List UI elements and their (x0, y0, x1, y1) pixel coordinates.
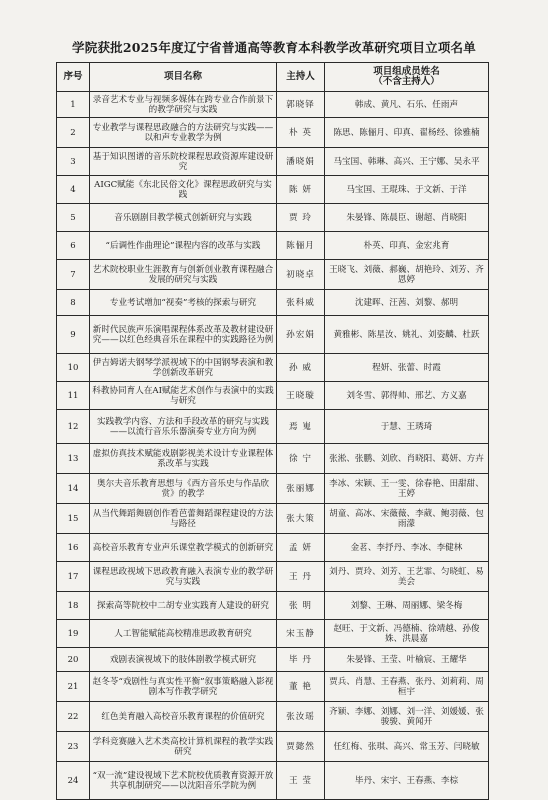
project-name: 基于知识图谱的音乐院校课程思政资源库建设研究 (90, 148, 277, 176)
project-name: 学科竞赛融入艺术类高校计算机课程的教学实践研究 (90, 732, 277, 762)
table-row (57, 474, 489, 504)
table-row (57, 204, 489, 232)
member-names: 马宝国、韩琳、高兴、王宁娜、吴永平 (325, 148, 489, 176)
host-name: 陈 妍 (277, 176, 325, 204)
header-members (325, 63, 489, 92)
project-name: 新时代民族声乐演唱课程体系改革及教材建设研究——以红色经典音乐在课程中的实践路径为例 (90, 316, 277, 354)
member-names: 王晓飞、刘薇、郝巍、胡艳玲、刘芳、齐恩婷 (325, 260, 489, 290)
header-no: 序号 (57, 63, 90, 92)
host-name: 宋玉静 (277, 620, 325, 648)
table-row (57, 260, 489, 290)
table-row (57, 620, 489, 648)
row-number: 24 (57, 762, 90, 800)
table-row (57, 592, 489, 620)
document-title: 学院获批2025年度辽宁省普通高等教育本科教学改革研究项目立项名单 (72, 40, 476, 55)
table-row (57, 232, 489, 260)
project-name: 伊吉姆诺夫钢琴学派视域下的中国钢琴表演和教学创新改革研究 (90, 354, 277, 382)
project-list-table (56, 62, 489, 800)
table-row (57, 648, 489, 672)
row-number: 2 (57, 118, 90, 148)
row-number: 16 (57, 534, 90, 562)
table-row (57, 118, 489, 148)
member-names: 李冰、宋颖、王一雯、徐春艳、田甜甜、王婷 (325, 474, 489, 504)
project-name: 艺术院校职业生涯教育与创新创业教育课程融合发展的研究与实践 (90, 260, 277, 290)
member-names: 张淞、张鹏、刘欣、肖晓阳、葛妍、方卉 (325, 444, 489, 474)
row-number: 20 (57, 648, 90, 672)
project-name: 课程思政视域下思政教育融入表演专业的教学研究与实践 (90, 562, 277, 592)
project-name: 人工智能赋能高校精准思政教育研究 (90, 620, 277, 648)
host-name: 毕 丹 (277, 648, 325, 672)
host-name: 王 丹 (277, 562, 325, 592)
row-number: 3 (57, 148, 90, 176)
row-number: 12 (57, 410, 90, 444)
host-name: 孙宏娟 (277, 316, 325, 354)
host-name: 王晓璇 (277, 382, 325, 410)
table-row (57, 534, 489, 562)
member-names: 朱晏锋、王莹、叶榆宸、王耀华 (325, 648, 489, 672)
member-names: 贾兵、肖慧、王春燕、张丹、刘莉莉、周桓宇 (325, 672, 489, 702)
member-names: 刘冬雪、郭得帅、邢艺、方义嘉 (325, 382, 489, 410)
host-name: 张科威 (277, 290, 325, 316)
project-name: 虚拟仿真技术赋能戏剧影视美术设计专业课程体系改革与实践 (90, 444, 277, 474)
project-name: “双一流”建设视域下艺术院校优质教育资源开放共享机制研究——以沈阳音乐学院为例 (90, 762, 277, 800)
project-name: 实践教学内容、方法和手段改革的研究与实践——以流行音乐乐器演奏专业方向为例 (90, 410, 277, 444)
row-number: 8 (57, 290, 90, 316)
member-names: 毕丹、宋宇、王春燕、李棕 (325, 762, 489, 800)
project-name: 探索高等院校中二胡专业实践育人建设的研究 (90, 592, 277, 620)
host-name: 张大策 (277, 504, 325, 534)
header-host: 主持人 (277, 63, 325, 92)
host-name: 贾 玲 (277, 204, 325, 232)
member-names: 齐颖、李娜、刘娜、刘一洋、刘媛媛、张骏骏、黄闻开 (325, 702, 489, 732)
table-row (57, 176, 489, 204)
header-members-label: 项目组成员姓名 (373, 66, 440, 77)
table-row (57, 148, 489, 176)
row-number: 11 (57, 382, 90, 410)
host-name: 初晓卓 (277, 260, 325, 290)
row-number: 13 (57, 444, 90, 474)
header-project: 项目名称 (90, 63, 277, 92)
row-number: 9 (57, 316, 90, 354)
row-number: 17 (57, 562, 90, 592)
member-names: 沈建晖、汪茜、刘黎、郝明 (325, 290, 489, 316)
table-row (57, 504, 489, 534)
project-name: 戏剧表演视域下的肢体剧教学模式研究 (90, 648, 277, 672)
host-name: 孙 威 (277, 354, 325, 382)
row-number: 4 (57, 176, 90, 204)
project-name: 专业教学与课程思政融合的方法研究与实践——以和声专业教学为例 (90, 118, 277, 148)
project-name: “后调性作曲理论”课程内容的改革与实践 (90, 232, 277, 260)
project-name: 红色美育融入高校音乐教育课程的价值研究 (90, 702, 277, 732)
project-name: 从当代舞蹈舞剧创作看芭蕾舞蹈课程建设的方法与路径 (90, 504, 277, 534)
host-name: 张汝瑶 (277, 702, 325, 732)
member-names: 赵旺、于文新、冯德楠、徐靖越、孙俊姝、洪晨嘉 (325, 620, 489, 648)
table-row (57, 290, 489, 316)
host-name: 贾懿然 (277, 732, 325, 762)
member-names: 刘丹、贾玲、刘芳、王艺霏、匀晓虹、易美会 (325, 562, 489, 592)
project-name: 奥尔夫音乐教育思想与《西方音乐史与作品欣赏》的教学 (90, 474, 277, 504)
host-name: 陈俪月 (277, 232, 325, 260)
member-names: 马宝国、王琨珠、于文新、于洋 (325, 176, 489, 204)
table-row (57, 316, 489, 354)
project-name: 专业考试增加“视奏”考核的探索与研究 (90, 290, 277, 316)
project-name: 音乐剧剧目教学模式创新研究与实践 (90, 204, 277, 232)
row-number: 22 (57, 702, 90, 732)
table-row (57, 410, 489, 444)
table-row (57, 92, 489, 118)
row-number: 14 (57, 474, 90, 504)
table-row (57, 672, 489, 702)
host-name: 潘晓娟 (277, 148, 325, 176)
member-names: 程妍、张蕾、时霞 (325, 354, 489, 382)
row-number: 6 (57, 232, 90, 260)
table-row (57, 354, 489, 382)
host-name: 郭晓铎 (277, 92, 325, 118)
project-name: 赵冬苓“戏剧性与真实性平衡”叙事策略融入影视剧本写作教学研究 (90, 672, 277, 702)
member-names: 金茗、李抒丹、李冰、李健林 (325, 534, 489, 562)
row-number: 18 (57, 592, 90, 620)
project-name: 科教协同育人在AI赋能艺术创作与表演中的实践与研究 (90, 382, 277, 410)
member-names: 刘黎、王琳、周丽娜、梁冬梅 (325, 592, 489, 620)
host-name: 张丽娜 (277, 474, 325, 504)
member-names: 朱晏锋、陈晨臣、谢超、肖晓阳 (325, 204, 489, 232)
header-members-note: （不含主持人） (373, 76, 440, 87)
table-header-row (57, 63, 489, 92)
project-name: AIGC赋能《东北民俗文化》课程思政研究与实践 (90, 176, 277, 204)
member-names: 于慧、王琇琦 (325, 410, 489, 444)
row-number: 15 (57, 504, 90, 534)
table-row (57, 762, 489, 800)
host-name: 徐 宁 (277, 444, 325, 474)
host-name: 焉 嵬 (277, 410, 325, 444)
table-row (57, 562, 489, 592)
table-row (57, 732, 489, 762)
member-names: 陈思、陈俪月、印真、翟杨经、徐雅楠 (325, 118, 489, 148)
member-names: 朴英、印真、金宏兆育 (325, 232, 489, 260)
row-number: 7 (57, 260, 90, 290)
table-row (57, 382, 489, 410)
member-names: 胡童、高冰、宋薇薇、李葳、鲍羽薇、包雨濛 (325, 504, 489, 534)
host-name: 王 莹 (277, 762, 325, 800)
member-names: 任红梅、张琪、高兴、常玉芳、闫晓敏 (325, 732, 489, 762)
row-number: 23 (57, 732, 90, 762)
project-name: 高校音乐教育专业声乐课堂教学模式的创新研究 (90, 534, 277, 562)
row-number: 5 (57, 204, 90, 232)
member-names: 韩成、黄凡、石乐、任雨声 (325, 92, 489, 118)
host-name: 董 艳 (277, 672, 325, 702)
row-number: 19 (57, 620, 90, 648)
host-name: 孟 妍 (277, 534, 325, 562)
host-name: 朴 英 (277, 118, 325, 148)
row-number: 10 (57, 354, 90, 382)
project-name: 录音艺术专业与视频多媒体在跨专业合作前景下的教学研究与实践 (90, 92, 277, 118)
host-name: 张 明 (277, 592, 325, 620)
row-number: 1 (57, 92, 90, 118)
table-row (57, 702, 489, 732)
member-names: 黄雅彬、陈星汝、姚礼、刘姿麟、杜跃 (325, 316, 489, 354)
table-row (57, 444, 489, 474)
row-number: 21 (57, 672, 90, 702)
